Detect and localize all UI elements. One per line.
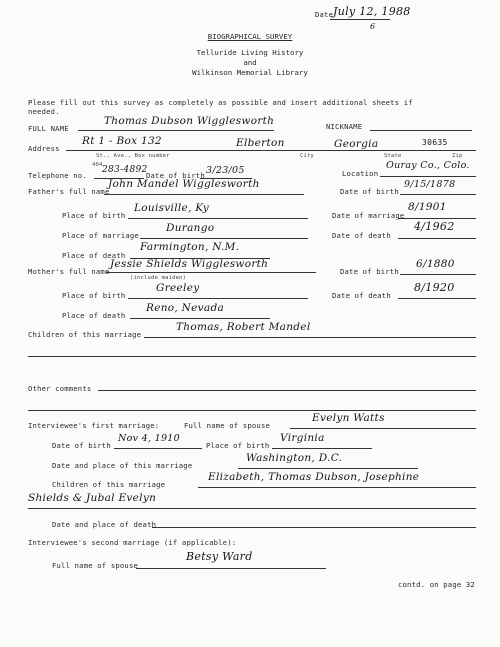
mother-maiden-label: (include maiden) xyxy=(130,275,187,281)
mother-pod-value: Reno, Nevada xyxy=(146,302,225,314)
dob-value: 3/23/05 xyxy=(206,165,245,176)
father-pod-value: Farmington, N.M. xyxy=(140,241,240,253)
first-dob-line xyxy=(114,448,202,449)
mother-dod-label: Date of death xyxy=(332,291,391,300)
address-sub-label: St., Ave., Box number xyxy=(96,153,170,159)
mother-dod-value: 8/1920 xyxy=(414,281,455,294)
father-dob-line xyxy=(400,194,476,195)
full-name-line xyxy=(78,130,274,131)
mother-name-line xyxy=(106,272,316,273)
city-value: Elberton xyxy=(236,137,285,149)
second-marriage-label: Interviewee's second marriage (if applicable): xyxy=(28,538,237,547)
father-dob-value: 9/15/1878 xyxy=(404,179,456,190)
father-dod-line xyxy=(398,238,476,239)
father-pob-line xyxy=(128,218,308,219)
mother-pod-line xyxy=(130,318,270,319)
mother-pob-line xyxy=(128,298,308,299)
father-pob-value: Louisville, Ky xyxy=(134,202,210,214)
first-dob-label: Date of birth xyxy=(52,441,111,450)
mother-name-label: Mother's full name xyxy=(28,267,110,276)
telephone-value: 283-4892 xyxy=(102,165,148,175)
first-children-line-2 xyxy=(28,508,476,509)
date-value: July 12, 1988 xyxy=(333,5,411,18)
mother-pob-value: Greeley xyxy=(156,282,200,294)
other-comments-label: Other comments xyxy=(28,384,92,393)
survey-title: BIOGRAPHICAL SURVEY xyxy=(207,32,293,41)
father-pob-label: Place of birth xyxy=(62,211,126,220)
area-code: 404 xyxy=(92,162,103,168)
telephone-label: Telephone no. xyxy=(28,171,87,180)
full-name-label: FULL NAME xyxy=(28,124,69,133)
first-children-line-1 xyxy=(198,487,476,488)
address-value: Rt 1 - Box 132 xyxy=(82,135,162,147)
address-label: Address xyxy=(28,144,60,153)
second-spouse-line xyxy=(136,568,326,569)
first-marriage-place-value: Washington, D.C. xyxy=(246,452,343,464)
first-spouse-label: Full name of spouse xyxy=(184,421,271,430)
father-pom-value: Durango xyxy=(166,222,215,234)
father-name-line xyxy=(104,194,304,195)
first-pob-line xyxy=(272,448,372,449)
first-marriage-place-label: Date and place of this marriage xyxy=(52,461,193,470)
location-label: Location xyxy=(342,169,379,178)
children-line-1 xyxy=(144,337,476,338)
mother-pod-label: Place of death xyxy=(62,311,126,320)
address-line xyxy=(66,150,476,151)
father-dom-value: 8/1901 xyxy=(408,201,447,213)
mother-dob-label: Date of birth xyxy=(340,267,399,276)
mother-dob-line xyxy=(400,274,476,275)
first-pob-value: Virginia xyxy=(280,432,325,444)
page-number: 6 xyxy=(370,22,376,31)
date-underline xyxy=(330,19,390,20)
comments-line-1 xyxy=(98,390,476,391)
instructions: Please fill out this survey as completely as possible and insert additional sheets if needed. xyxy=(28,98,413,116)
first-death-label: Date and place of death xyxy=(52,520,157,529)
first-children-label: Children of this marriage xyxy=(52,480,166,489)
location-value: Ouray Co., Colo. xyxy=(386,160,470,171)
father-dod-value: 4/1962 xyxy=(414,220,455,233)
first-spouse-line xyxy=(290,428,476,429)
first-children-value-2: Shields & Jubal Evelyn xyxy=(28,492,157,504)
father-name-value: John Mandel Wigglesworth xyxy=(108,178,260,190)
date-label: Date xyxy=(315,10,334,19)
state-sub-label: State xyxy=(384,153,402,159)
first-pob-label: Place of birth xyxy=(206,441,270,450)
children-label: Children of this marriage xyxy=(28,330,142,339)
second-spouse-label: Full name of spouse xyxy=(52,561,139,570)
full-name-value: Thomas Dubson Wigglesworth xyxy=(104,115,275,127)
location-line xyxy=(380,176,476,177)
mother-pob-label: Place of birth xyxy=(62,291,126,300)
mother-name-value: Jessie Shields Wigglesworth xyxy=(110,258,269,270)
first-children-value-1: Elizabeth, Thomas Dubson, Josephine xyxy=(208,471,420,483)
zip-sub-label: Zip xyxy=(452,153,463,159)
org-line-3: Wilkinson Memorial Library xyxy=(192,68,308,77)
children-line-2 xyxy=(28,356,476,357)
father-pom-line xyxy=(140,238,308,239)
state-value: Georgia xyxy=(334,138,379,150)
father-dob-label: Date of birth xyxy=(340,187,399,196)
father-dom-label: Date of marriage xyxy=(332,211,405,220)
mother-dob-value: 6/1880 xyxy=(416,258,455,270)
first-death-line xyxy=(152,527,476,528)
comments-line-2 xyxy=(28,410,476,411)
father-name-label: Father's full name xyxy=(28,187,110,196)
first-marriage-place-line xyxy=(238,468,418,469)
nickname-label: NICKNAME xyxy=(326,122,363,131)
father-dom-line xyxy=(398,218,476,219)
first-dob-value: Nov 4, 1910 xyxy=(118,433,180,444)
zip-value: 30635 xyxy=(422,138,448,147)
nickname-line xyxy=(370,130,472,131)
city-sub-label: City xyxy=(300,153,315,159)
dob-label: Date of birth xyxy=(146,171,205,180)
father-pod-label: Place of death xyxy=(62,251,126,260)
org-line-2: and xyxy=(243,58,257,67)
first-marriage-label: Interviewee's first marriage: xyxy=(28,421,160,430)
second-spouse-value: Betsy Ward xyxy=(186,550,253,563)
children-value: Thomas, Robert Mandel xyxy=(176,321,311,333)
org-line-1: Telluride Living History xyxy=(196,48,304,57)
first-spouse-value: Evelyn Watts xyxy=(312,412,385,424)
continued-note: contd. on page 32 xyxy=(398,580,475,589)
mother-dod-line xyxy=(398,298,476,299)
father-dod-label: Date of death xyxy=(332,231,391,240)
father-pom-label: Place of marriage xyxy=(62,231,139,240)
